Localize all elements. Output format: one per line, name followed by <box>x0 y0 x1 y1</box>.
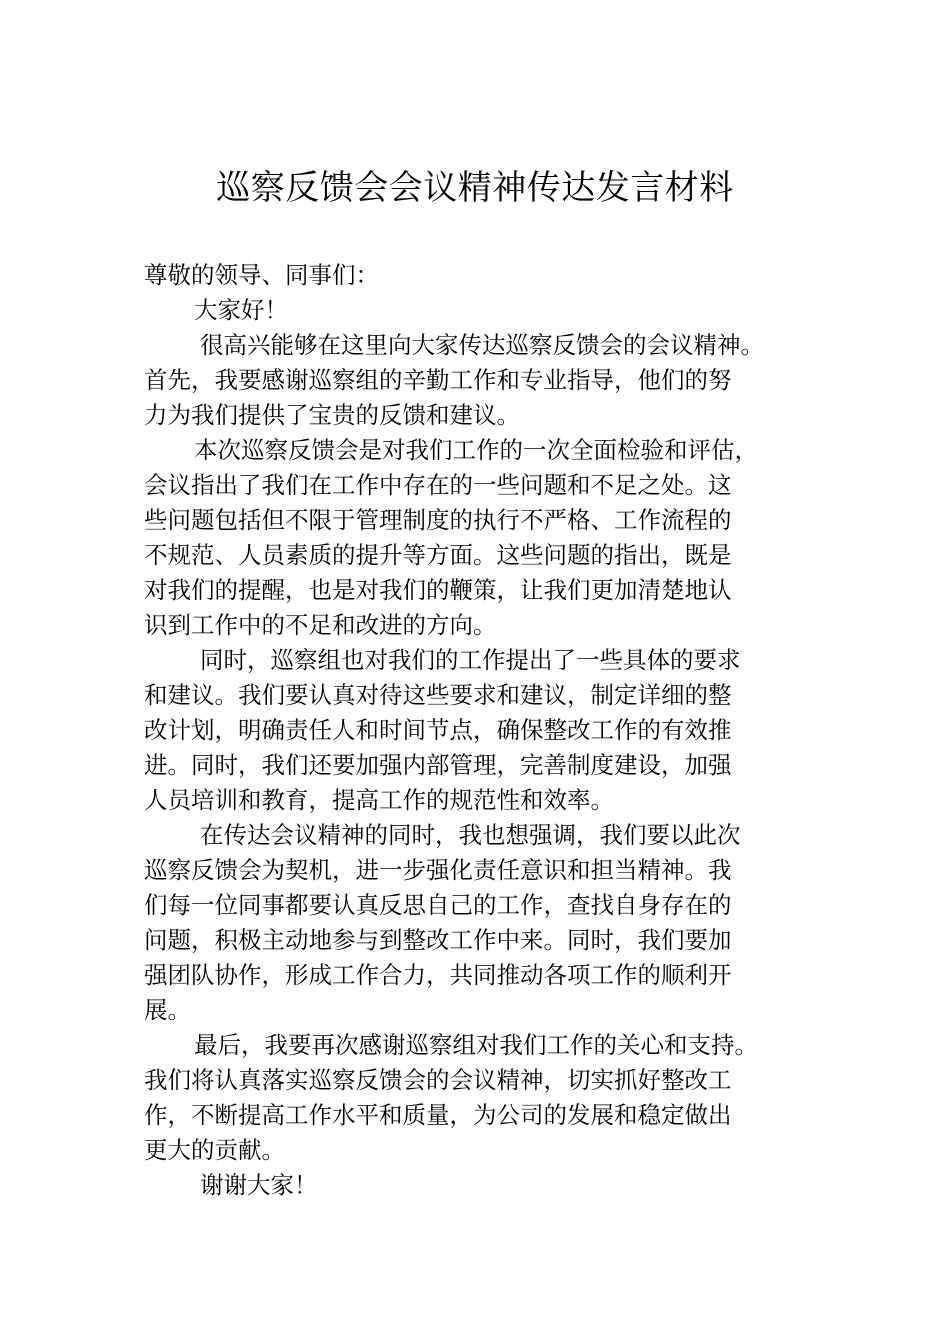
paragraph-line: 们每一位同事都要认真反思自己的工作，查找自身存在的 <box>144 891 732 919</box>
paragraph-line: 问题，积极主动地参与到整改工作中来。同时，我们要加 <box>144 926 732 954</box>
document-title: 巡察反馈会会议精神传达发言材料 <box>216 168 734 208</box>
paragraph-line: 识到工作中的不足和改进的方向。 <box>144 611 497 639</box>
paragraph-line: 不规范、人员素质的提升等方面。这些问题的指出，既是 <box>144 541 732 569</box>
paragraph-line: 进。同时，我们还要加强内部管理，完善制度建设，加强 <box>144 751 732 779</box>
paragraph-line: 和建议。我们要认真对待这些要求和建议，制定详细的整 <box>144 681 732 709</box>
paragraph-line: 强团队协作，形成工作合力，共同推动各项工作的顺利开 <box>144 961 732 989</box>
paragraph-line: 些问题包括但不限于管理制度的执行不严格、工作流程的 <box>144 506 732 534</box>
paragraph-line: 在传达会议精神的同时，我也想强调，我们要以此次 <box>200 821 741 849</box>
document-body <box>144 258 834 1203</box>
paragraph-line: 力为我们提供了宝贵的反馈和建议。 <box>144 401 520 429</box>
greeting-line: 大家好！ <box>194 296 288 324</box>
paragraph-line: 展。 <box>144 996 191 1024</box>
paragraph-line: 对我们的提醒，也是对我们的鞭策，让我们更加清楚地认 <box>144 576 732 604</box>
salutation-line: 尊敬的领导、同事们： <box>144 261 379 289</box>
paragraph-line: 更大的贡献。 <box>144 1136 285 1164</box>
paragraph-line: 最后，我要再次感谢巡察组对我们工作的关心和支持。 <box>194 1031 758 1059</box>
paragraph-line: 巡察反馈会为契机，进一步强化责任意识和担当精神。我 <box>144 856 732 884</box>
paragraph-line: 作，不断提高工作水平和质量，为公司的发展和稳定做出 <box>144 1101 732 1129</box>
paragraph-line: 会议指出了我们在工作中存在的一些问题和不足之处。这 <box>144 471 732 499</box>
paragraph-line: 本次巡察反馈会是对我们工作的一次全面检验和评估， <box>194 436 758 464</box>
closing-line: 谢谢大家！ <box>200 1171 318 1199</box>
paragraph-line: 我们将认真落实巡察反馈会的会议精神，切实抓好整改工 <box>144 1066 732 1094</box>
paragraph-line: 同时，巡察组也对我们的工作提出了一些具体的要求 <box>200 646 741 674</box>
paragraph-line: 改计划，明确责任人和时间节点，确保整改工作的有效推 <box>144 716 732 744</box>
paragraph-line: 人员培训和教育，提高工作的规范性和效率。 <box>144 786 614 814</box>
paragraph-line: 首先，我要感谢巡察组的辛勤工作和专业指导，他们的努 <box>144 366 732 394</box>
paragraph-line: 很高兴能够在这里向大家传达巡察反馈会的会议精神。 <box>200 331 764 359</box>
